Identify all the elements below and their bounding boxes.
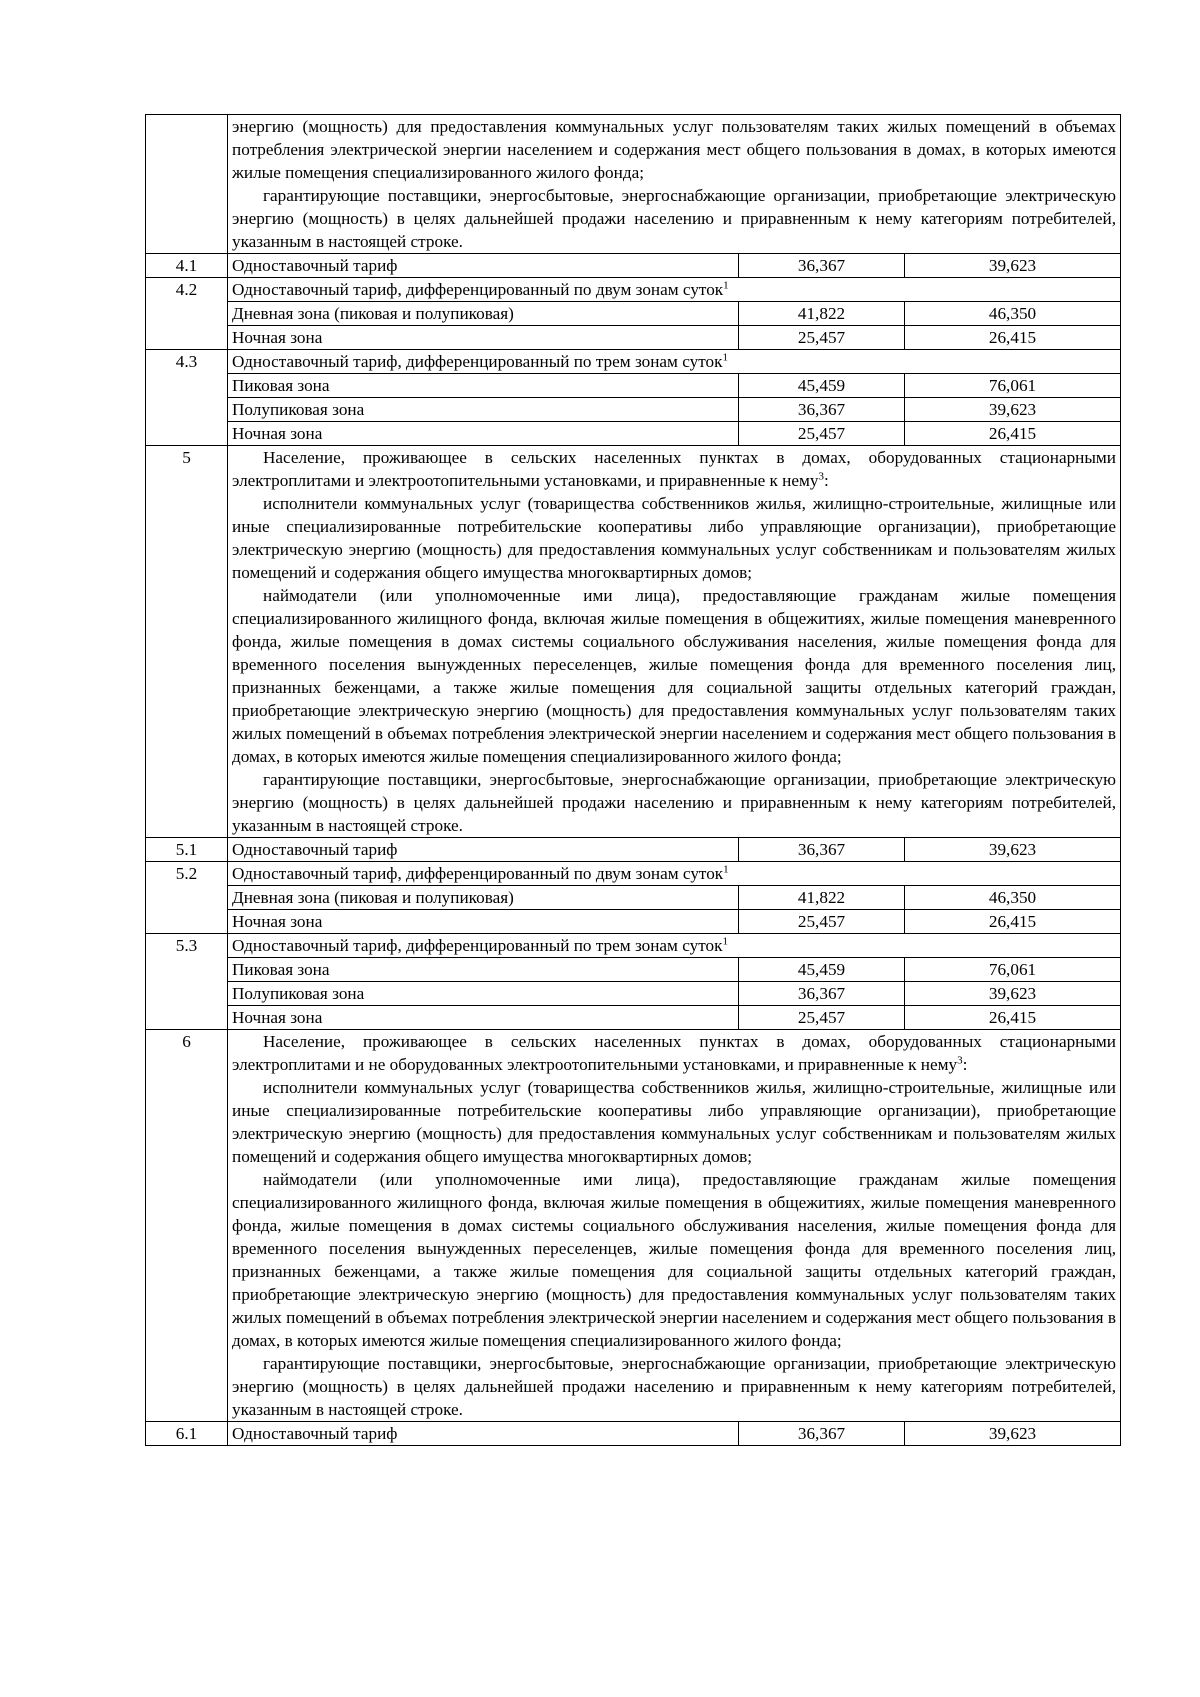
tariff-group-text: Одноставочный тариф, дифференцированный по трем зонам суток <box>232 352 723 371</box>
table-row <box>146 934 1121 958</box>
row-number-empty <box>146 115 228 254</box>
table-row <box>146 302 1121 326</box>
table-row <box>146 422 1121 446</box>
table-row <box>146 1030 1121 1422</box>
tariff-value-2: 39,623 <box>905 1422 1121 1446</box>
table-row <box>146 398 1121 422</box>
table-row <box>146 982 1121 1006</box>
tariff-value-2: 39,623 <box>905 838 1121 862</box>
footnote-mark: 3 <box>818 470 824 483</box>
zone-label: Полупиковая зона <box>228 398 739 422</box>
tariff-value-1: 36,367 <box>739 254 905 278</box>
footnote-mark: 3 <box>957 1054 963 1067</box>
row-description <box>228 446 1121 838</box>
paragraph: исполнители коммунальных услуг (товарищества собственников жилья, жилищно-строительные, жилищные или иные специализированные потребительские кооперативы либо управляющие организации), приобретающие электрическую энергию (мощность) для предоставления коммунальных услуг собственникам и пользователям жилых помещений и содержания общего имущества многоквартирных домов; <box>232 1078 1116 1166</box>
row-number: 5 <box>146 446 228 838</box>
paragraph: гарантирующие поставщики, энергосбытовые, энергоснабжающие организации, приобретающие электрическую энергию (мощность) в целях дальнейшей продажи населению и приравненным к нему категориям потребителей, указанным в настоящей строке. <box>232 770 1116 835</box>
tariff-value-1: 25,457 <box>739 1006 905 1030</box>
tariff-group-label <box>228 934 1121 958</box>
paragraph: наймодатели (или уполномоченные ими лица), предоставляющие гражданам жилые помещения специализированного жилищного фонда, включая жилые помещения в общежитиях, жилые помещения маневренного фонда, жилые помещения в домах системы социального обслуживания населения, жилые помещения фонда для временного поселения вынужденных переселенцев, жилые помещения фонда для временного поселения лиц, признанных беженцами, а также жилые помещения для социальной защиты отдельных категорий граждан, приобретающие электрическую энергию (мощность) для предоставления коммунальных услуг пользователям таких жилых помещений в объемах потребления электрической энергии населением и содержания мест общего пользования в домах, в которых имеются жилые помещения специализированного жилого фонда; <box>232 1170 1116 1350</box>
zone-label: Ночная зона <box>228 326 739 350</box>
row-number: 5.2 <box>146 862 228 934</box>
zone-label: Полупиковая зона <box>228 982 739 1006</box>
paragraph <box>232 446 1116 492</box>
table-row <box>146 326 1121 350</box>
paragraph: исполнители коммунальных услуг (товарищества собственников жилья, жилищно-строительные, жилищные или иные специализированные потребительские кооперативы либо управляющие организации), приобретающие электрическую энергию (мощность) для предоставления коммунальных услуг собственникам и пользователям жилых помещений и содержания общего имущества многоквартирных домов; <box>232 494 1116 582</box>
tariff-value-2: 39,623 <box>905 398 1121 422</box>
row-number: 6 <box>146 1030 228 1422</box>
row-number: 6.1 <box>146 1422 228 1446</box>
tariff-value-1: 41,822 <box>739 886 905 910</box>
category-intro-end: : <box>962 1055 968 1074</box>
tariff-value-2: 26,415 <box>905 1006 1121 1030</box>
tariff-label: Одноставочный тариф <box>228 254 739 278</box>
tariff-value-2: 39,623 <box>905 982 1121 1006</box>
zone-label: Пиковая зона <box>228 958 739 982</box>
zone-label: Дневная зона (пиковая и полупиковая) <box>228 886 739 910</box>
category-intro: Население, проживающее в сельских населенных пунктах в домах, оборудованных стационарными электроплитами и не оборудованных электроотопительными установками, и приравненные к нему <box>232 1032 1116 1074</box>
row-number: 5.1 <box>146 838 228 862</box>
zone-label: Ночная зона <box>228 910 739 934</box>
paragraph: наймодатели (или уполномоченные ими лица), предоставляющие гражданам жилые помещения специализированного жилищного фонда, включая жилые помещения в общежитиях, жилые помещения маневренного фонда, жилые помещения в домах системы социального обслуживания населения, жилые помещения фонда для временного поселения вынужденных переселенцев, жилые помещения фонда для временного поселения лиц, признанных беженцами, а также жилые помещения для социальной защиты отдельных категорий граждан, приобретающие электрическую энергию (мощность) для предоставления коммунальных услуг пользователям таких жилых помещений в объемах потребления электрической энергии населением и содержания мест общего пользования в домах, в которых имеются жилые помещения специализированного жилого фонда; <box>232 586 1116 766</box>
paragraph: гарантирующие поставщики, энергосбытовые, энергоснабжающие организации, приобретающие электрическую энергию (мощность) в целях дальнейшей продажи населению и приравненным к нему категориям потребителей, указанным в настоящей строке. <box>232 186 1116 251</box>
tariff-value-1: 41,822 <box>739 302 905 326</box>
row-description <box>228 1030 1121 1422</box>
paragraph: гарантирующие поставщики, энергосбытовые, энергоснабжающие организации, приобретающие электрическую энергию (мощность) в целях дальнейшей продажи населению и приравненным к нему категориям потребителей, указанным в настоящей строке. <box>232 1354 1116 1419</box>
tariff-table <box>145 114 1121 1446</box>
category-intro-end: : <box>823 471 829 490</box>
table-row <box>146 838 1121 862</box>
tariff-value-1: 45,459 <box>739 958 905 982</box>
table-row <box>146 278 1121 302</box>
table-row <box>146 374 1121 398</box>
tariff-group-label <box>228 862 1121 886</box>
tariff-value-2: 76,061 <box>905 958 1121 982</box>
table-row <box>146 910 1121 934</box>
tariff-group-label <box>228 278 1121 302</box>
table-row <box>146 254 1121 278</box>
row-number: 4.1 <box>146 254 228 278</box>
tariff-group-text: Одноставочный тариф, дифференцированный по двум зонам суток <box>232 864 724 883</box>
tariff-group-label <box>228 350 1121 374</box>
tariff-value-2: 26,415 <box>905 910 1121 934</box>
tariff-group-text: Одноставочный тариф, дифференцированный по двум зонам суток <box>232 280 724 299</box>
table-row <box>146 886 1121 910</box>
tariff-value-1: 25,457 <box>739 422 905 446</box>
tariff-value-2: 76,061 <box>905 374 1121 398</box>
tariff-value-2: 46,350 <box>905 302 1121 326</box>
tariff-value-1: 45,459 <box>739 374 905 398</box>
table-row <box>146 446 1121 838</box>
tariff-value-1: 25,457 <box>739 910 905 934</box>
footnote-mark: 1 <box>722 935 728 948</box>
paragraph: энергию (мощность) для предоставления коммунальных услуг пользователям таких жилых помещений в объемах потребления электрической энергии населением и содержания мест общего пользования в домах, в которых имеются жилые помещения специализированного жилого фонда; <box>232 117 1116 182</box>
table-row <box>146 350 1121 374</box>
footnote-mark: 1 <box>723 279 729 292</box>
tariff-group-text: Одноставочный тариф, дифференцированный по трем зонам суток <box>232 936 723 955</box>
tariff-value-1: 36,367 <box>739 982 905 1006</box>
table-row <box>146 862 1121 886</box>
tariff-value-2: 26,415 <box>905 422 1121 446</box>
category-intro: Население, проживающее в сельских населенных пунктах в домах, оборудованных стационарными электроплитами и электроотопительными установками, и приравненные к нему <box>232 448 1116 490</box>
row-description <box>228 115 1121 254</box>
table-row <box>146 958 1121 982</box>
zone-label: Пиковая зона <box>228 374 739 398</box>
tariff-label: Одноставочный тариф <box>228 1422 739 1446</box>
zone-label: Ночная зона <box>228 1006 739 1030</box>
tariff-value-1: 36,367 <box>739 838 905 862</box>
tariff-value-2: 26,415 <box>905 326 1121 350</box>
table-row <box>146 115 1121 254</box>
table-row <box>146 1006 1121 1030</box>
tariff-value-2: 46,350 <box>905 886 1121 910</box>
zone-label: Дневная зона (пиковая и полупиковая) <box>228 302 739 326</box>
zone-label: Ночная зона <box>228 422 739 446</box>
footnote-mark: 1 <box>723 863 729 876</box>
tariff-value-1: 36,367 <box>739 398 905 422</box>
table-row <box>146 1422 1121 1446</box>
row-number: 4.3 <box>146 350 228 446</box>
tariff-value-2: 39,623 <box>905 254 1121 278</box>
tariff-label: Одноставочный тариф <box>228 838 739 862</box>
tariff-value-1: 36,367 <box>739 1422 905 1446</box>
tariff-value-1: 25,457 <box>739 326 905 350</box>
paragraph <box>232 1030 1116 1076</box>
row-number: 5.3 <box>146 934 228 1030</box>
footnote-mark: 1 <box>722 351 728 364</box>
row-number: 4.2 <box>146 278 228 350</box>
